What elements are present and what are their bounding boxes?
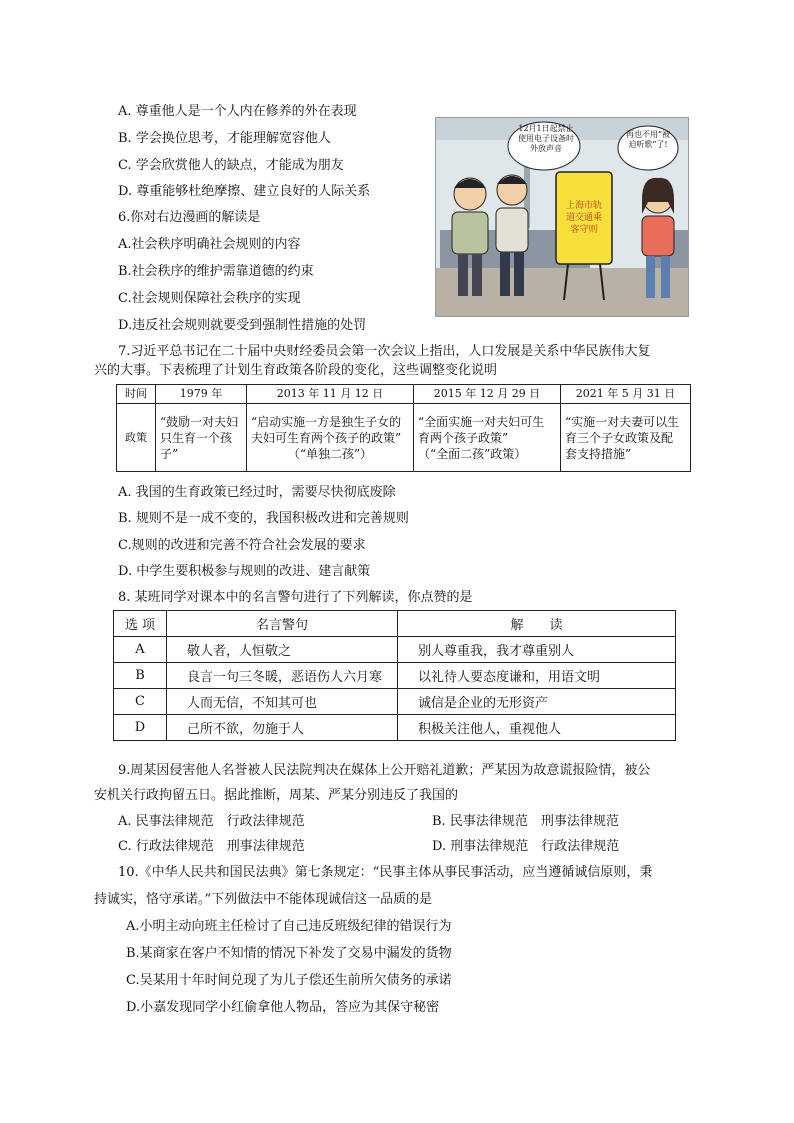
quote-cell: 人而无信，不知其可也 [167,689,398,715]
column-header: 名言警句 [167,611,398,637]
q10-stem-line1: 10.《中华人民共和国民法典》第七条规定：“民事主体从事民事活动，应当遵循诚信原则，秉 [118,865,653,880]
q6-option-c: C.社会规则保障社会秩序的实现 [118,291,301,306]
q7-option-b: B. 规则不是一成不变的，我国积极改进和完善规则 [118,511,409,526]
quote-cell: 敬人者，人恒敬之 [167,637,398,663]
option-cell: D [114,715,167,741]
column-header: 解 读 [398,611,676,637]
q6-option-d: D.违反社会规则就要受到强制性措施的处罚 [118,318,367,333]
policy-cell-line: （“单独二孩”） [287,446,373,461]
comic-bubble-right: 再也不用“被迫听歌”了! [625,130,671,149]
q5-option-b: B. 学会换位思考，才能理解宽容他人 [118,131,331,146]
q7-option-c: C.规则的改进和完善不符合社会发展的要求 [118,538,366,553]
q9-option-a: A. 民事法律规范 行政法律规范 [118,814,305,829]
q10-stem-line2: 持诚实，恪守承诺。”下列做法中不能体现诚信这一品质的是 [94,892,433,907]
policy-cell-line: “实施一对夫妻可以生 [565,414,680,429]
q9-option-b: B. 民事法律规范 刑事法律规范 [432,814,619,829]
table-row [117,404,691,472]
q8-quotes-table [113,610,676,741]
policy-cell [156,404,247,472]
column-header: 选 项 [114,611,167,637]
policy-cell [247,404,414,472]
q9-option-d: D. 刑事法律规范 行政法律规范 [432,839,620,854]
policy-cell-line: “启动实施一方是独生子女的 [251,414,402,429]
time-header: 时间 [117,385,156,404]
q6-option-b: B.社会秩序的维护需靠道德的约束 [118,264,314,279]
q10-option-a: A.小明主动向班主任检讨了自己违反班级纪律的错误行为 [126,919,452,934]
quote-cell: 良言一句三冬暖，恶语伤人六月寒 [167,663,398,689]
q8-stem: 8. 某班同学对课本中的名言警句进行了下列解读，你点赞的是 [118,590,473,605]
q5-option-c: C. 学会欣赏他人的缺点，才能成为朋友 [118,158,344,173]
table-row [114,715,676,741]
comic-illustration [435,117,689,317]
interpretation-cell: 诚信是企业的无形资产 [398,689,676,715]
quote-cell: 己所不欲，勿施于人 [167,715,398,741]
policy-cell-line: “鼓励一对夫妇 [160,414,239,429]
policy-cell [561,404,691,472]
table-row [114,637,676,663]
policy-cell-line: “全面实施一对夫妇可生 [418,414,545,429]
option-cell: B [114,663,167,689]
comic-sign-text: 上海市轨道交通乘客守则 [565,201,602,235]
option-cell: A [114,637,167,663]
q7-option-a: A. 我国的生育政策已经过时，需要尽快彻底废除 [118,485,396,500]
interpretation-cell: 别人尊重我，我才尊重别人 [398,637,676,663]
policy-cell-line: （“全面二孩”政策） [418,446,527,461]
table-row [114,689,676,715]
year-cell: 1979 年 [156,385,247,404]
q6-option-a: A.社会秩序明确社会规则的内容 [118,237,301,252]
year-cell: 2021 年 5 月 31 日 [561,385,691,404]
q10-option-d: D.小嘉发现同学小红偷拿他人物品，答应为其保守秘密 [126,1000,440,1015]
year-cell: 2015 年 12 月 29 日 [414,385,561,404]
comic-bubble-left: 12月1日起禁止使用电子设备时外放声音 [518,124,574,153]
policy-cell-line: 子” [160,446,179,461]
table-row [114,663,676,689]
q10-option-c: C.吴某用十年时间兑现了为儿子偿还生前所欠债务的承诺 [126,973,452,988]
option-cell: C [114,689,167,715]
policy-cell-line: 套支持措施” [565,446,632,461]
interpretation-cell: 以礼待人要态度谦和，用语文明 [398,663,676,689]
policy-cell-line: 育三个子女政策及配 [565,430,674,445]
q7-stem-line1: 7.习近平总书记在二十届中央财经委员会第一次会议上指出，人口发展是关系中华民族伟大复 [118,344,651,359]
interpretation-cell: 积极关注他人，重视他人 [398,715,676,741]
year-cell: 2013 年 11 月 12 日 [247,385,414,404]
policy-cell [414,404,561,472]
q5-option-d: D. 尊重能够杜绝摩擦、建立良好的人际关系 [118,184,371,199]
policy-cell-line: 夫妇可生育两个孩子的政策” [251,430,402,445]
q5-option-a: A. 尊重他人是一个人内在修养的外在表现 [118,104,357,119]
q9-stem-line1: 9.周某因侵害他人名誉被人民法院判决在媒体上公开赔礼道歉；严某因为故意谎报险情，被公 [118,763,651,778]
policy-header: 政策 [117,404,156,472]
q7-option-d: D. 中学生要积极参与规则的改进、建言献策 [118,564,371,579]
q9-option-c: C. 行政法律规范 刑事法律规范 [118,839,305,854]
table-row [114,611,676,637]
q7-policy-table [116,384,691,472]
policy-cell-line: 只生育一个孩 [160,430,233,445]
table-row [117,385,691,404]
q7-stem-line2: 兴的大事。下表梳理了计划生育政策各阶段的变化，这些调整变化说明 [94,363,498,378]
q9-stem-line2: 安机关行政拘留五日。据此推断，周某、严某分别违反了我国的 [94,788,459,803]
q10-option-b: B.某商家在客户不知情的情况下补发了交易中漏发的货物 [126,946,452,961]
q6-stem: 6.你对右边漫画的解读是 [118,210,261,225]
policy-cell-line: 育两个孩子政策” [418,430,509,445]
